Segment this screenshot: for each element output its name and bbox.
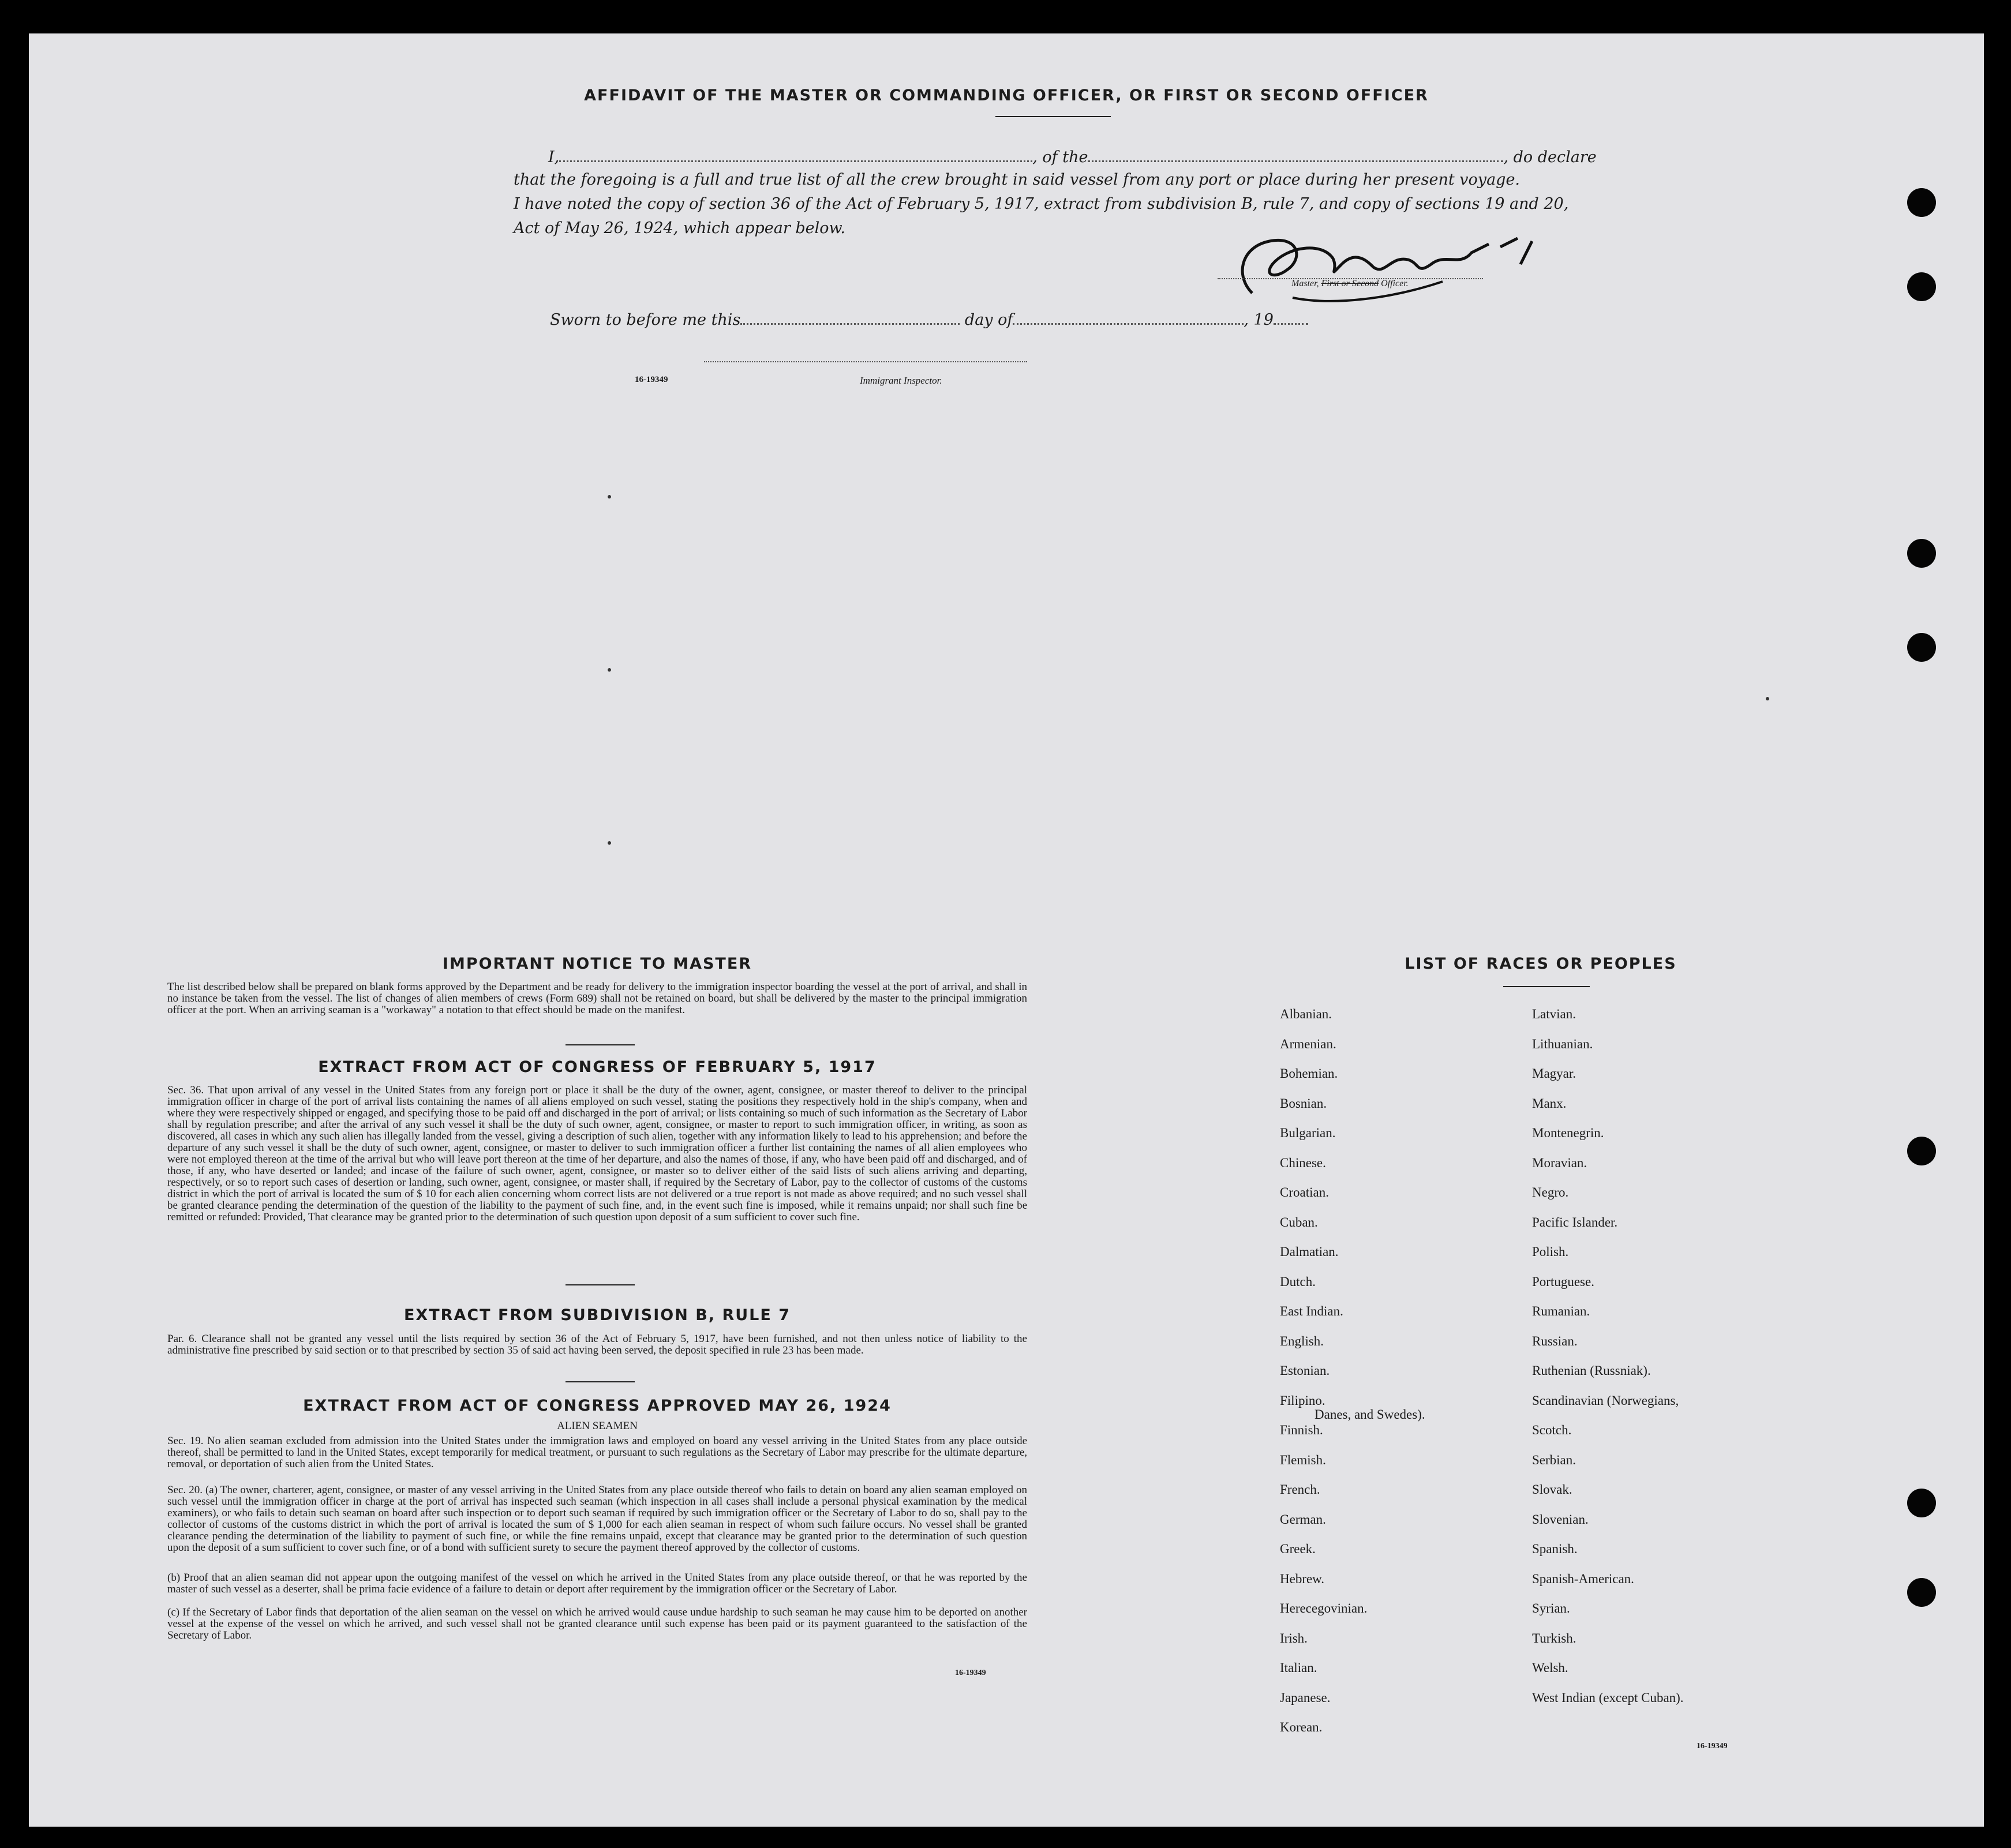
race-item: Italian. bbox=[1280, 1660, 1317, 1675]
declarant-name-field[interactable] bbox=[559, 147, 1032, 162]
binder-hole bbox=[1907, 272, 1936, 301]
race-item: Greek. bbox=[1280, 1542, 1316, 1556]
extract-1917-title: EXTRACT FROM ACT OF CONGRESS OF FEBRUARY 5, 1917 bbox=[318, 1058, 877, 1076]
race-item: Scandinavian (Norwegians, bbox=[1532, 1393, 1679, 1408]
sec19-text: Sec. 19. No alien seaman excluded from admission into the United States under the immigration laws and employed on board any vessel arriving in the United States from any place outside thereof, shall be permitted to land in the United States, except temporarily for medical treatment, or pursuant to such regulations as the Secretary of Labor may prescribe for the ultimate departure, removal, or deportation of such alien from the United States. bbox=[167, 1435, 1027, 1470]
races-title: LIST OF RACES OR PEOPLES bbox=[1405, 955, 1677, 973]
declarant-label: I, bbox=[548, 148, 560, 166]
section-rule bbox=[566, 1381, 635, 1382]
race-item: Bohemian. bbox=[1280, 1066, 1338, 1081]
races-title-rule bbox=[1503, 986, 1590, 987]
race-item: Albanian. bbox=[1280, 1007, 1332, 1021]
race-item: Cuban. bbox=[1280, 1215, 1318, 1229]
race-item: Magyar. bbox=[1532, 1066, 1576, 1081]
race-item: Scotch. bbox=[1532, 1423, 1572, 1437]
binder-hole bbox=[1907, 633, 1936, 662]
notice-text: The list described below shall be prepared on blank forms approved by the Department and be ready for delivery to the immigration inspector boarding the vessel at the port of arrival, and shall in no instance be taken from the vessel. The list of changes of alien members of crews (Form 689) shall not be retained on board, but shall be delivered by the master to the principal immigration officer at the port. When an arriving seaman is a "workaway" a notation to that effect should be made on the manifest. bbox=[167, 981, 1027, 1016]
race-item: Filipino. bbox=[1280, 1393, 1325, 1408]
affidavit-title: AFFIDAVIT OF THE MASTER OR COMMANDING OFFICER, OR FIRST OR SECOND OFFICER bbox=[584, 87, 1429, 104]
races-form-number: 16-19349 bbox=[1697, 1742, 1728, 1750]
race-item: Montenegrin. bbox=[1532, 1126, 1604, 1140]
day-of-label: day of bbox=[964, 311, 1013, 329]
race-item: Turkish. bbox=[1532, 1631, 1576, 1645]
race-item: Bulgarian. bbox=[1280, 1126, 1336, 1140]
sig-title-officer: Officer. bbox=[1379, 279, 1409, 288]
race-item: Croatian. bbox=[1280, 1185, 1329, 1199]
race-item: Korean. bbox=[1280, 1720, 1323, 1734]
section-rule bbox=[566, 1044, 635, 1045]
sec20a-text: Sec. 20. (a) The owner, charterer, agent, consignee, or master of any vessel arriving in the United States from any place outside thereof who fails to detain on board any alien seaman employed on such vessel until the immigration officer in charge at the port of arrival has inspected such seaman (which inspection in all cases shall include a personal physical examination by the medical examiners), or who fails to detain such seaman on board after such inspection or to deport such seaman if required by such immigration officer or the Secretary of Labor to do so, shall pay to the collector of customs of the customs district in which the port of arrival is located the sum of $ 1,000 for each alien seaman in respect of whom such failure occurs. No vessel shall be granted clearance pending the determination of the liability to payment of such fine, or while the fine remains unpaid, except that clearance may be granted prior to the determination of such question upon the deposit of a sum sufficient to cover such fine, or of a bond with sufficient surety to secure the payment thereof approved by the collector of customs. bbox=[167, 1484, 1027, 1554]
sworn-year-field[interactable] bbox=[1274, 309, 1308, 325]
declaration-line-1 bbox=[548, 147, 1627, 166]
race-item: English. bbox=[1280, 1334, 1324, 1348]
race-item: Bosnian. bbox=[1280, 1096, 1327, 1111]
affidavit-form-number: 16-19349 bbox=[635, 375, 668, 384]
race-item: West Indian (except Cuban). bbox=[1532, 1690, 1684, 1705]
race-item: Finnish. bbox=[1280, 1423, 1323, 1437]
binder-hole bbox=[1907, 539, 1936, 568]
race-item: Danes, and Swedes). bbox=[1315, 1407, 1425, 1422]
race-item: Japanese. bbox=[1280, 1690, 1331, 1705]
rule7-text: Par. 6. Clearance shall not be granted any vessel until the lists required by section 36 of the Act of February 5, 1917, have been furnished, and not then unless notice of liability to the administrative fine prescribed by said section or to that prescribed by section 35 of said act having been served, the deposit specified in rule 23 has been made. bbox=[167, 1333, 1027, 1356]
race-item: Armenian. bbox=[1280, 1037, 1336, 1051]
extract-1917-text: Sec. 36. That upon arrival of any vessel in the United States from any foreign port or place it shall be the duty of the owner, agent, consignee, or master thereof to deliver to the principal immigration officer in charge of the port of arrival lists containing the names of all aliens employed on such vessel, stating the positions they respectively hold in the ship's company, when and where they were respectively shipped or engaged, and specifying those to be paid off and discharged in the port of arrival; or lists containing so much of such information as the Secretary of Labor shall by regulation prescribe; and after the arrival of any such vessel it shall be the duty of such owner, agent, consignee, or master to report to such immigration officer, in writing, as soon as discovered, all cases in which any such alien has illegally landed from the vessel, giving a description of such alien, together with any information likely to lead to his apprehension; and before the departure of any such vessel it shall be the duty of such owner, agent, consignee, or master to deliver to such immigration officer a further list containing the names of all alien employees who were not employed thereon at the time of the arrival but who will leave port thereon at the time of her departure, and also the names of those, if any, who have been paid off and discharged, and of those, if any, who have deserted or landed; and incase of the failure of such owner, agent, consignee, or master so to deliver either of the said lists of such aliens arriving and departing, respectively, or so to report such cases of desertion or landing, such owner, agent, consignee, or master shall, if required by the Secretary of Labor, pay to the collector of customs of the customs district in which the port of arrival is located the sum of $ 10 for each alien concerning whom correct lists are not delivered or a true report is not made as above required; and no such vessel shall be granted clearance pending the determination of the question of the liability to the payment of such fine, and, in the event such fine is imposed, while it remains unpaid; nor shall such fine be remitted or refunded: Provided, That clearance may be granted prior to the determination of such question upon deposit of a sum sufficient to cover such fine. bbox=[167, 1084, 1027, 1223]
declaration-line-3: I have noted the copy of section 36 of the Act of February 5, 1917, extract from subdivision B, rule 7, and copy of sections 19 and 20, bbox=[514, 195, 1569, 213]
declare-text: , do declare bbox=[1503, 148, 1597, 166]
race-item: Welsh. bbox=[1532, 1660, 1568, 1675]
inspector-label: Immigrant Inspector. bbox=[860, 375, 942, 386]
scan-mark bbox=[608, 495, 611, 498]
race-item: French. bbox=[1280, 1482, 1320, 1497]
alien-seamen-subtitle: ALIEN SEAMEN bbox=[557, 1420, 638, 1432]
race-item: Rumanian. bbox=[1532, 1304, 1590, 1318]
vessel-label: , of the bbox=[1032, 148, 1088, 166]
race-item: Hebrew. bbox=[1280, 1572, 1325, 1586]
declaration-line-4: Act of May 26, 1924, which appear below. bbox=[514, 219, 845, 237]
binder-hole bbox=[1907, 1489, 1936, 1517]
race-item: Dutch. bbox=[1280, 1275, 1316, 1289]
race-item: Herecegovinian. bbox=[1280, 1601, 1368, 1615]
race-item: Lithuanian. bbox=[1532, 1037, 1593, 1051]
race-item: Russian. bbox=[1532, 1334, 1578, 1348]
race-item: Manx. bbox=[1532, 1096, 1567, 1111]
inspector-signature-line bbox=[704, 360, 1027, 362]
binder-hole bbox=[1907, 188, 1936, 217]
race-item: Estonian. bbox=[1280, 1363, 1330, 1378]
race-item: Syrian. bbox=[1532, 1601, 1570, 1615]
sworn-label: Sworn to before me this bbox=[550, 311, 741, 329]
race-item: Slovenian. bbox=[1532, 1512, 1589, 1527]
rule7-title: EXTRACT FROM SUBDIVISION B, RULE 7 bbox=[403, 1306, 791, 1324]
race-item: Dalmatian. bbox=[1280, 1245, 1339, 1259]
race-item: Pacific Islander. bbox=[1532, 1215, 1618, 1229]
section-rule bbox=[566, 1284, 635, 1285]
signature bbox=[1218, 224, 1541, 310]
binder-hole bbox=[1907, 1137, 1936, 1165]
sec20b-text: (b) Proof that an alien seaman did not appear upon the outgoing manifest of the vessel on which he arrived in the United States from any place outside thereof, or that he was reported by the master of such vessel as a deserter, shall be prima facie evidence of a failure to detain or deport after requirement by the immigration officer or the Secretary of Labor. bbox=[167, 1572, 1027, 1595]
race-item: Spanish. bbox=[1532, 1542, 1578, 1556]
race-item: Chinese. bbox=[1280, 1156, 1326, 1170]
race-item: Latvian. bbox=[1532, 1007, 1576, 1021]
race-item: Slovak. bbox=[1532, 1482, 1572, 1497]
race-item: Negro. bbox=[1532, 1185, 1569, 1199]
race-item: East Indian. bbox=[1280, 1304, 1343, 1318]
race-item: Flemish. bbox=[1280, 1453, 1326, 1467]
declaration-line-2: that the foregoing is a full and true list of all the crew brought in said vessel from any port or place during her present voyage. bbox=[514, 171, 1521, 189]
race-item: German. bbox=[1280, 1512, 1326, 1527]
sec20c-text: (c) If the Secretary of Labor finds that deportation of the alien seaman on the vessel on which he arrived would cause undue hardship to such seaman he may cause him to be deported on another vessel at the expense of the vessel on which he arrived, and such vessel shall not be granted clearance until such expense has been paid or its payment guaranteed to the satisfaction of the Secretary of Labor. bbox=[167, 1606, 1027, 1641]
title-rule bbox=[995, 116, 1111, 117]
sig-title-master: Master, bbox=[1291, 279, 1321, 288]
race-item: Serbian. bbox=[1532, 1453, 1576, 1467]
race-item: Portuguese. bbox=[1532, 1275, 1594, 1289]
form-page bbox=[29, 33, 1984, 1827]
scan-mark bbox=[608, 668, 611, 672]
signature-title bbox=[1291, 279, 1409, 289]
race-item: Polish. bbox=[1532, 1245, 1569, 1259]
binder-hole bbox=[1907, 1578, 1936, 1607]
sworn-month-field[interactable] bbox=[1013, 309, 1244, 325]
race-item: Irish. bbox=[1280, 1631, 1308, 1645]
sworn-day-field[interactable] bbox=[740, 309, 960, 325]
race-item: Ruthenian (Russniak). bbox=[1532, 1363, 1651, 1378]
sig-title-struck: First or Second bbox=[1321, 279, 1379, 288]
vessel-name-field[interactable] bbox=[1088, 147, 1503, 162]
sworn-line bbox=[550, 309, 1358, 329]
race-item: Moravian. bbox=[1532, 1156, 1587, 1170]
notice-title: IMPORTANT NOTICE TO MASTER bbox=[442, 955, 752, 973]
scan-mark bbox=[1766, 697, 1769, 700]
extract-1924-title: EXTRACT FROM ACT OF CONGRESS APPROVED MAY 26, 1924 bbox=[303, 1397, 892, 1415]
year-label: , 19 bbox=[1244, 311, 1274, 329]
race-item: Spanish-American. bbox=[1532, 1572, 1634, 1586]
extract-form-number: 16-19349 bbox=[955, 1669, 986, 1677]
scan-mark bbox=[608, 841, 611, 845]
